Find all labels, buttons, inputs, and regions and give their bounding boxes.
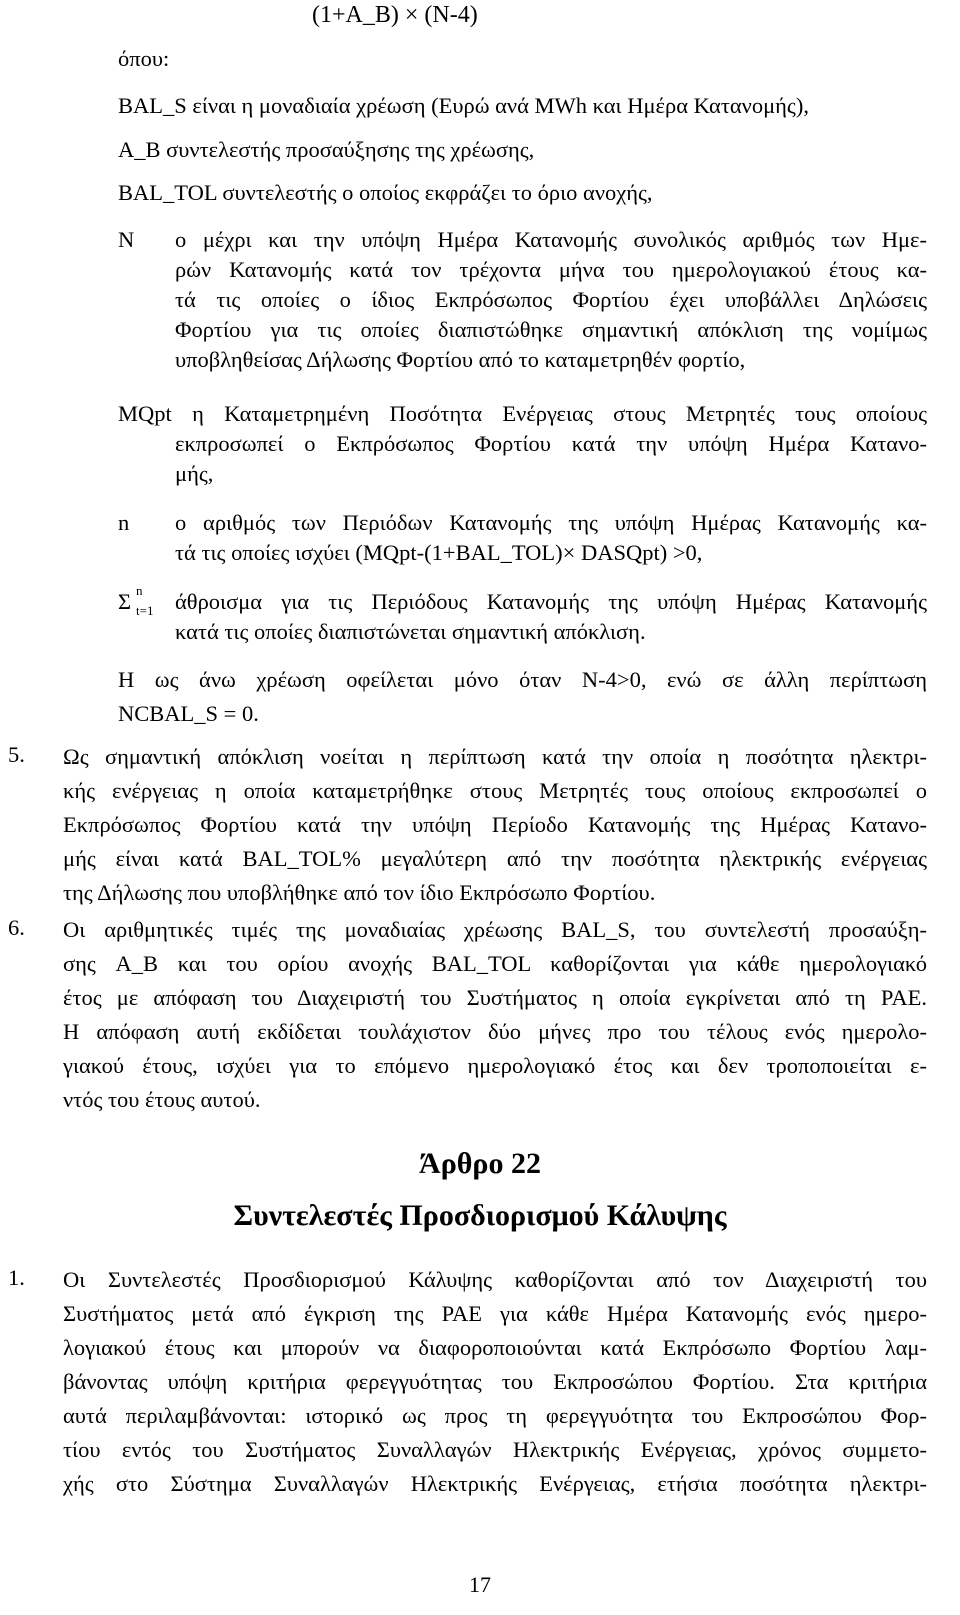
item-line: τίου εντός του Συστήματος Συναλλαγών Ηλεκτρικής Ενέργειας, χρόνος συμμετο- (63, 1437, 927, 1462)
def-n-small-text (175, 508, 927, 568)
item-1-text (63, 1263, 927, 1501)
item-number: 5. (8, 742, 25, 767)
item-line: μής είναι κατά BAL_TOL% μεγαλύτερη από την ποσότητα ηλεκτρικής ενέργειας (63, 846, 927, 871)
item-6-text (63, 913, 927, 1117)
def-mqpt (118, 399, 927, 429)
item-line: σης A_B και του ορίου ανοχής BAL_TOL καθορίζονται για κάθε ημερολογιακό (63, 951, 927, 976)
def-n-line: ρών Κατανομής κατά τον τρέχοντα μήνα του ημερολογιακού έτους κα- (175, 257, 927, 282)
def-bal-tol: BAL_TOL συντελεστής ο οποίος εκφράζει το όριο ανοχής, (118, 180, 653, 205)
item-line: κής ενέργειας η οποία καταμετρήθηκε στους Μετρητές τους οποίους εκπροσωπεί ο (63, 778, 927, 803)
item-number: 1. (8, 1265, 25, 1290)
article-title: Άρθρο 22 (419, 1147, 541, 1180)
formula-line: (1+A_B) × (N-4) (312, 2, 478, 28)
def-mqpt-line: εκπροσωπεί ο Εκπρόσωπος Φορτίου κατά την υπόψη Ημέρα Κατανο- (175, 431, 927, 456)
item-line: της Δήλωσης που υποβλήθηκε από τον ίδιο Εκπρόσωπο Φορτίου. (63, 880, 656, 905)
item-line: έτος με απόφαση του Διαχειριστή του Συστήματος η οποία εγκρίνεται από τη ΡΑΕ. (63, 985, 927, 1010)
item-line: βάνοντας υπόψη κριτήρια φερεγγυότητας του Εκπροσώπου Φορτίου. Στα κριτήρια (63, 1369, 927, 1394)
item-5-text (63, 740, 927, 910)
conclusion (118, 663, 927, 731)
def-n-label: Ν (118, 227, 135, 252)
conclusion-line: Η ως άνω χρέωση οφείλεται μόνο όταν Ν-4>0, ενώ σε άλλη περίπτωση (118, 667, 927, 692)
sigma-subscript: t=1 (136, 603, 154, 618)
item-line: Οι Συντελεστές Προσδιορισμού Κάλυψης καθορίζονται από τον Διαχειριστή του (63, 1267, 927, 1292)
article-subtitle: Συντελεστές Προσδιορισμού Κάλυψης (233, 1199, 727, 1232)
def-n-line: υποβληθείσας Δήλωσης Φορτίου από το καταμετρηθέν φορτίο, (175, 347, 746, 372)
def-n-small-line: τά τις οποίες ισχύει (MQpt-(1+BAL_TOL)× DASQpt) >0, (175, 540, 703, 565)
item-line: αυτά περιλαμβάνονται: ιστορικό ως προς τη φερεγγυότητα του Εκπροσώπου Φορ- (63, 1403, 927, 1428)
def-n-line: ο μέχρι και την υπόψη Ημέρα Κατανομής συνολικός αριθμός των Ημε- (175, 227, 927, 252)
def-sigma-text (175, 587, 927, 647)
item-line: Εκπρόσωπος Φορτίου κατά την υπόψη Περίοδο Κατανομής της Ημέρας Κατανο- (63, 812, 927, 837)
def-mqpt-line: μής, (175, 461, 214, 486)
item-line: λογιακού έτους και μπορούν να διαφοροποιούνται κατά Εκπρόσωπο Φορτίου λαμ- (63, 1335, 927, 1360)
item-number: 6. (8, 915, 25, 940)
def-n-line: Φορτίου για τις οποίες διαπιστώθηκε σημαντική απόκλιση της νομίμως (175, 317, 927, 342)
item-line: Ως σημαντική απόκλιση νοείται η περίπτωση κατά την οποία η ποσότητα ηλεκτρι- (63, 744, 927, 769)
def-n-small-line: ο αριθμός των Περιόδων Κατανομής της υπόψη Ημέρας Κατανομής κα- (175, 510, 927, 535)
item-line: ντός του έτους αυτού. (63, 1087, 261, 1112)
item-line: γιακού έτους, ισχύει για το επόμενο ημερολογιακό έτος και δεν τροποποιείται ε- (63, 1053, 927, 1078)
conclusion-line: NCBAL_S = 0. (118, 701, 259, 726)
item-line: Η απόφαση αυτή εκδίδεται τουλάχιστον δύο μήνες προ του τέλους ενός ημερολο- (63, 1019, 927, 1044)
where-label: όπου: (118, 46, 170, 71)
item-line: χής στο Σύστημα Συναλλαγών Ηλεκτρικής Ενέργειας, ετήσια ποσότητα ηλεκτρι- (63, 1471, 927, 1496)
sigma-superscript: n (136, 583, 143, 598)
sigma-symbol: Σ (118, 589, 132, 614)
def-mqpt-line: MQpt η Καταμετρημένη Ποσότητα Ενέργειας στους Μετρητές τους οποίους (118, 401, 927, 426)
item-line: Οι αριθμητικές τιμές της μοναδιαίας χρέωσης BAL_S, του συντελεστή προσαύξη- (63, 917, 927, 942)
def-sigma-line: άθροισμα για τις Περιόδους Κατανομής της υπόψη Ημέρας Κατανομής (175, 589, 927, 614)
def-mqpt-cont (175, 429, 927, 489)
def-n-text (175, 225, 927, 375)
item-line: Συστήματος μετά από έγκριση της ΡΑΕ για κάθε Ημέρα Κατανομής ενός ημερο- (63, 1301, 927, 1326)
def-n-line: τά τις οποίες ο ίδιος Εκπρόσωπος Φορτίου έχει υποβάλλει Δηλώσεις (175, 287, 927, 312)
sigma-symbol-group (118, 583, 168, 623)
def-sigma-line: κατά τις οποίες διαπιστώνεται σημαντική απόκλιση. (175, 619, 646, 644)
def-a-b: A_B συντελεστής προσαύξησης της χρέωσης, (118, 137, 535, 162)
def-n-small-label: n (118, 510, 130, 535)
def-bal-s: BAL_S είναι η μοναδιαία χρέωση (Ευρώ ανά MWh και Ημέρα Κατανομής), (118, 93, 809, 118)
page-number: 17 (469, 1572, 491, 1597)
